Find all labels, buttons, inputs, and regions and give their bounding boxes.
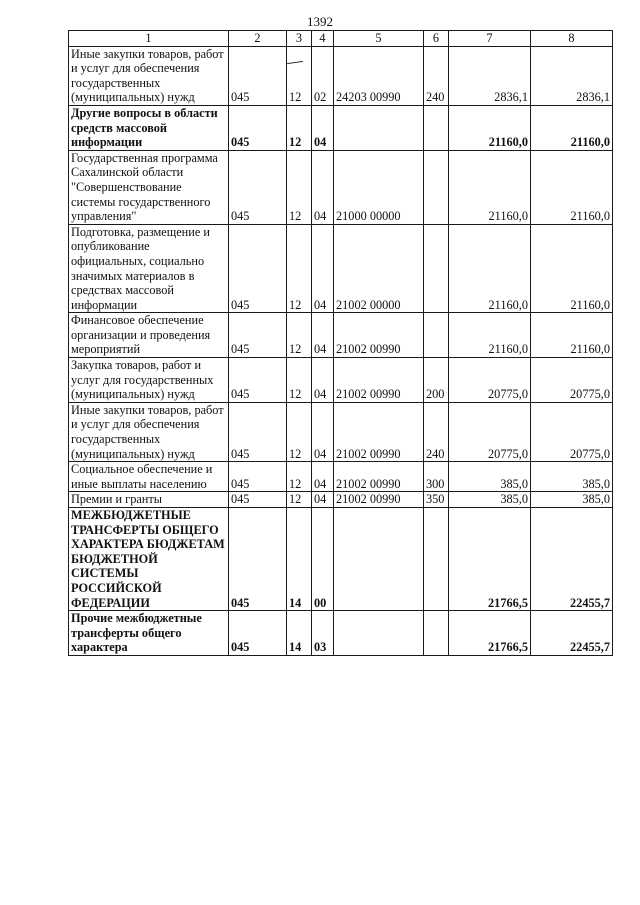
table-row [69, 150, 613, 224]
row-name-cell: МЕЖБЮДЖЕТНЫЕ ТРАНСФЕРТЫ ОБЩЕГО ХАРАКТЕРА БЮДЖЕТАМ БЮДЖЕТНОЙ СИСТЕМЫ РОССИЙСКОЙ ФЕДЕРАЦИИ [69, 508, 229, 611]
table-row [69, 358, 613, 403]
amount-year2-cell: 21160,0 [531, 105, 613, 150]
subsection-cell: 04 [312, 105, 334, 150]
amount-year1-cell: 21766,5 [449, 611, 531, 656]
table-row [69, 508, 613, 611]
section-cell: 12 [287, 358, 312, 403]
amount-year2-cell: 2836,1 [531, 46, 613, 105]
amount-year2-cell: 21160,0 [531, 150, 613, 224]
budget-table [68, 30, 613, 656]
amount-year1-cell: 385,0 [449, 462, 531, 492]
admin-code-cell: 045 [229, 492, 287, 508]
target-article-cell: 24203 00990 [334, 46, 424, 105]
column-header: 1 [69, 31, 229, 47]
subsection-cell: 04 [312, 224, 334, 313]
expense-type-cell [424, 105, 449, 150]
table-row [69, 402, 613, 461]
target-article-cell: 21002 00990 [334, 358, 424, 403]
row-name-cell: Закупка товаров, работ и услуг для государственных (муниципальных) нужд [69, 358, 229, 403]
target-article-cell: 21002 00990 [334, 313, 424, 358]
subsection-cell: 04 [312, 402, 334, 461]
amount-year1-cell: 385,0 [449, 492, 531, 508]
column-header: 8 [531, 31, 613, 47]
expense-type-cell [424, 508, 449, 611]
amount-year1-cell: 20775,0 [449, 358, 531, 403]
expense-type-cell [424, 150, 449, 224]
amount-year1-cell: 21766,5 [449, 508, 531, 611]
amount-year1-cell: 2836,1 [449, 46, 531, 105]
section-cell: 12 [287, 105, 312, 150]
section-cell: 12 [287, 150, 312, 224]
admin-code-cell: 045 [229, 313, 287, 358]
section-cell: 12 [287, 462, 312, 492]
row-name-cell: Другие вопросы в области средств массовой информации [69, 105, 229, 150]
admin-code-cell: 045 [229, 150, 287, 224]
amount-year2-cell: 22455,7 [531, 508, 613, 611]
subsection-cell: 04 [312, 358, 334, 403]
target-article-cell: 21000 00000 [334, 150, 424, 224]
subsection-cell: 02 [312, 46, 334, 105]
column-header: 7 [449, 31, 531, 47]
admin-code-cell: 045 [229, 358, 287, 403]
amount-year2-cell: 20775,0 [531, 358, 613, 403]
admin-code-cell: 045 [229, 46, 287, 105]
amount-year2-cell: 21160,0 [531, 224, 613, 313]
subsection-cell: 04 [312, 492, 334, 508]
admin-code-cell: 045 [229, 462, 287, 492]
expense-type-cell: 350 [424, 492, 449, 508]
target-article-cell: 21002 00990 [334, 492, 424, 508]
row-name-cell: Государственная программа Сахалинской области "Совершенствование системы государственного управления" [69, 150, 229, 224]
admin-code-cell: 045 [229, 611, 287, 656]
expense-type-cell [424, 313, 449, 358]
amount-year2-cell: 22455,7 [531, 611, 613, 656]
header-row [69, 31, 613, 47]
row-name-cell: Премии и гранты [69, 492, 229, 508]
table-row [69, 46, 613, 105]
amount-year1-cell: 21160,0 [449, 105, 531, 150]
target-article-cell: 21002 00000 [334, 224, 424, 313]
column-header: 4 [312, 31, 334, 47]
amount-year2-cell: 21160,0 [531, 313, 613, 358]
section-cell: 12 [287, 224, 312, 313]
subsection-cell: 04 [312, 313, 334, 358]
row-name-cell: Финансовое обеспечение организации и проведения мероприятий [69, 313, 229, 358]
column-header: 3 [287, 31, 312, 47]
subsection-cell: 00 [312, 508, 334, 611]
expense-type-cell: 300 [424, 462, 449, 492]
column-header: 5 [334, 31, 424, 47]
admin-code-cell: 045 [229, 508, 287, 611]
expense-type-cell: 240 [424, 46, 449, 105]
table-row [69, 611, 613, 656]
subsection-cell: 03 [312, 611, 334, 656]
section-cell: 12 [287, 492, 312, 508]
table-row [69, 492, 613, 508]
amount-year1-cell: 21160,0 [449, 150, 531, 224]
amount-year1-cell: 21160,0 [449, 224, 531, 313]
column-header: 2 [229, 31, 287, 47]
target-article-cell [334, 105, 424, 150]
row-name-cell: Подготовка, размещение и опубликование официальных, социально значимых материалов в средствах массовой информации [69, 224, 229, 313]
amount-year2-cell: 385,0 [531, 462, 613, 492]
amount-year1-cell: 20775,0 [449, 402, 531, 461]
target-article-cell [334, 508, 424, 611]
expense-type-cell [424, 224, 449, 313]
table-row [69, 462, 613, 492]
admin-code-cell: 045 [229, 105, 287, 150]
row-name-cell: Иные закупки товаров, работ и услуг для обеспечения государственных (муниципальных) нужд [69, 402, 229, 461]
admin-code-cell: 045 [229, 402, 287, 461]
expense-type-cell: 200 [424, 358, 449, 403]
amount-year2-cell: 385,0 [531, 492, 613, 508]
page-number: 1392 [307, 14, 333, 29]
target-article-cell: 21002 00990 [334, 402, 424, 461]
table-row [69, 105, 613, 150]
row-name-cell: Прочие межбюджетные трансферты общего характера [69, 611, 229, 656]
table-row [69, 224, 613, 313]
column-header: 6 [424, 31, 449, 47]
target-article-cell: 21002 00990 [334, 462, 424, 492]
section-cell: 12 [287, 46, 312, 105]
section-cell: 12 [287, 402, 312, 461]
amount-year1-cell: 21160,0 [449, 313, 531, 358]
row-name-cell: Иные закупки товаров, работ и услуг для обеспечения государственных (муниципальных) нужд [69, 46, 229, 105]
section-cell: 14 [287, 508, 312, 611]
subsection-cell: 04 [312, 150, 334, 224]
section-cell: 14 [287, 611, 312, 656]
admin-code-cell: 045 [229, 224, 287, 313]
expense-type-cell: 240 [424, 402, 449, 461]
target-article-cell [334, 611, 424, 656]
section-cell: 12 [287, 313, 312, 358]
row-name-cell: Социальное обеспечение и иные выплаты населению [69, 462, 229, 492]
subsection-cell: 04 [312, 462, 334, 492]
table-row [69, 313, 613, 358]
amount-year2-cell: 20775,0 [531, 402, 613, 461]
expense-type-cell [424, 611, 449, 656]
